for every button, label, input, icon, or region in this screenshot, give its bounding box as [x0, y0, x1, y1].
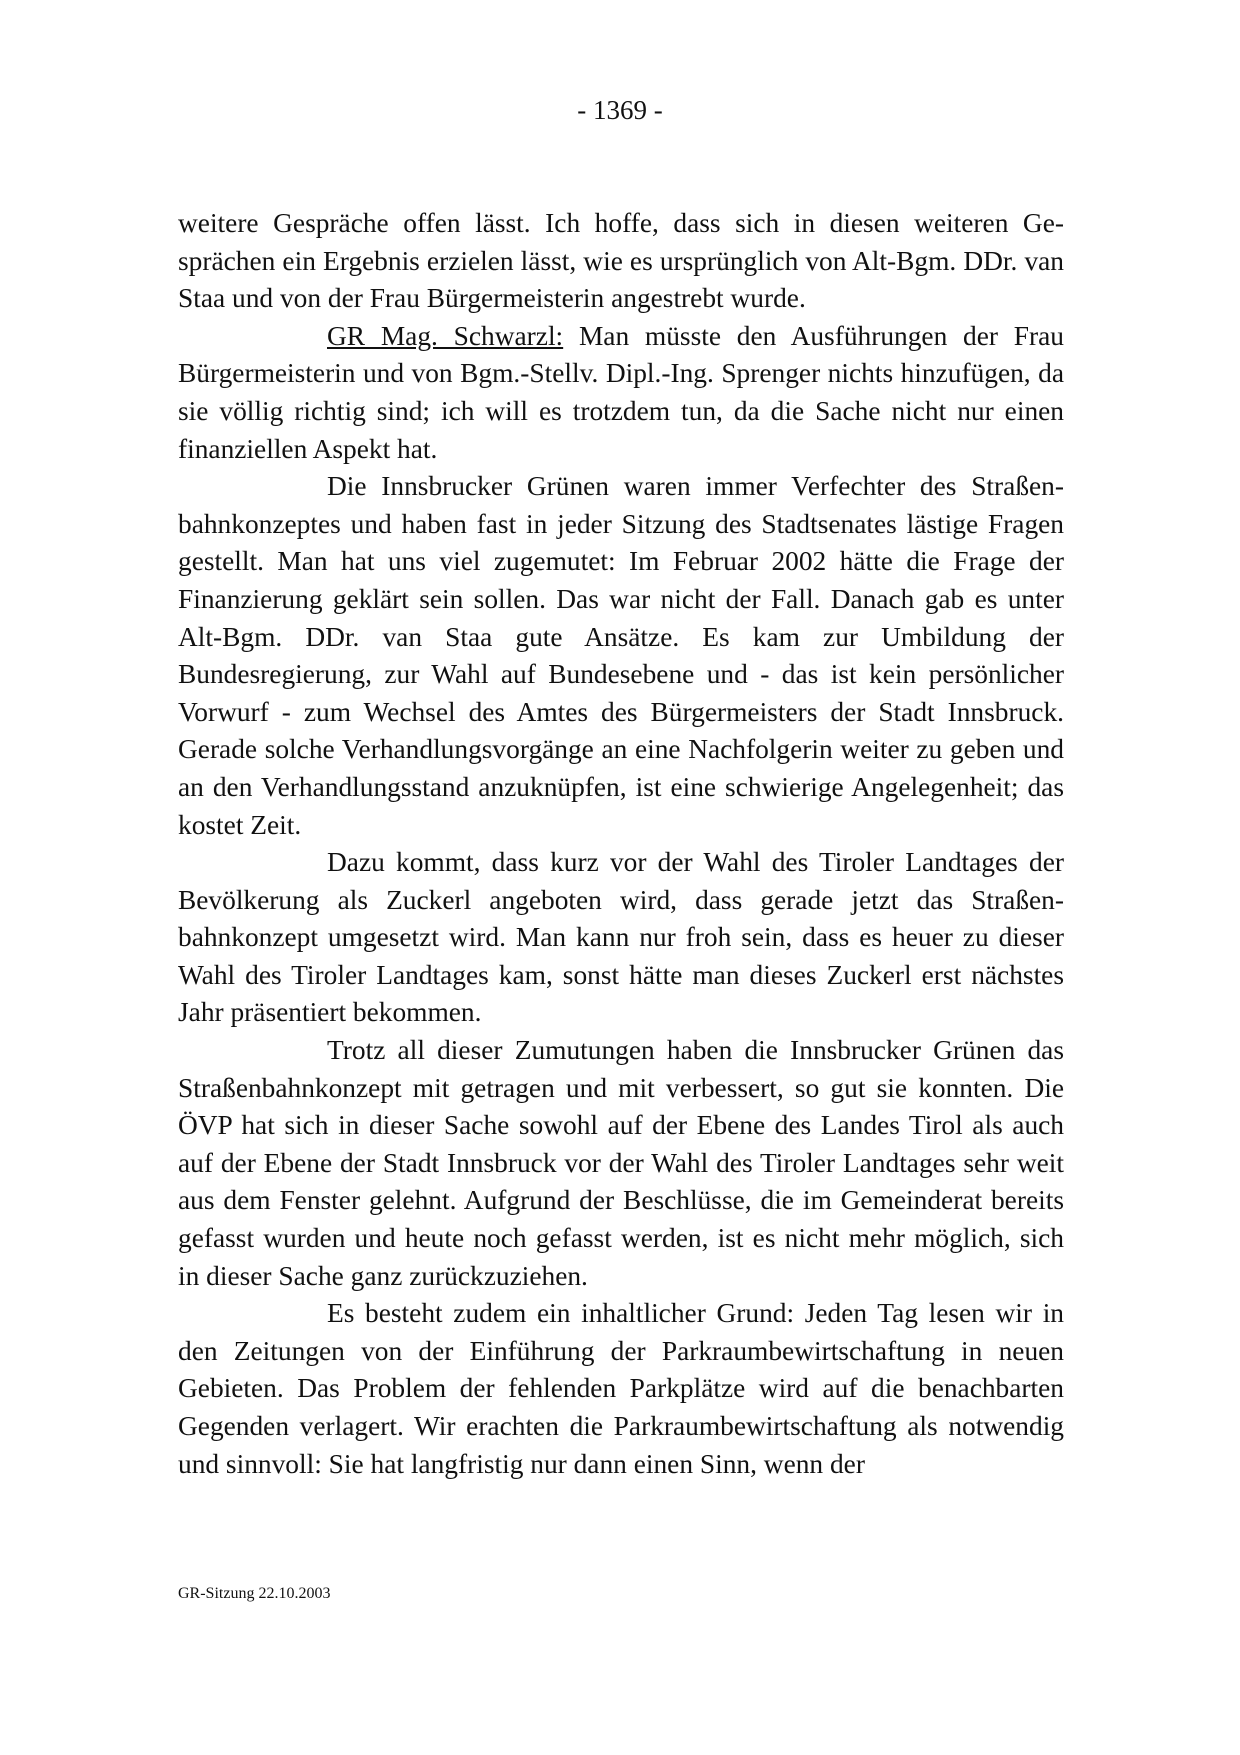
speaker-statement: Man müsste den Ausführungen der Frau Bürgermeisterin und von Bgm.-Stellv. Dipl.-Ing. Sprenger nichts hinzufügen, da sie völlig richtig sind; ich will es trotzdem tun, da die Sache nicht nur einen finanziellen Aspekt hat. — [178, 320, 1064, 464]
document-body — [178, 205, 1064, 1483]
paragraph-2 — [178, 318, 1064, 468]
paragraph-4: Dazu kommt, dass kurz vor der Wahl des Tiroler Landtages der Bevölkerung als Zuckerl angeboten wird, dass gerade jetzt das Straßenbahnkonzept umgesetzt wird. Man kann nur froh sein, dass es heuer zu dieser Wahl des Tiroler Landtages kam, sonst hätte man dieses Zuckerl erst nächstes Jahr präsentiert bekommen. — [178, 847, 1064, 1028]
speaker-name: GR Mag. Schwarzl: — [327, 320, 564, 351]
footer-session-label: GR-Sitzung 22.10.2003 — [178, 1585, 331, 1602]
paragraph-1: weitere Gespräche offen lässt. Ich hoffe, dass sich in diesen weiteren Gesprächen ein Ergebnis erzielen lässt, wie es ursprünglich von Alt-Bgm. DDr. van Staa und von der Frau Bürgermeisterin angestrebt wurde. — [178, 208, 1064, 314]
paragraph-5: Trotz all dieser Zumutungen haben die Innsbrucker Grünen das Straßenbahnkonzept mit getragen und mit verbessert, so gut sie konnten. Die ÖVP hat sich in dieser Sache sowohl auf der Ebene des Landes Tirol als auch auf der Ebene der Stadt Innsbruck vor der Wahl des Tiroler Landtages sehr weit aus dem Fenster gelehnt. Aufgrund der Beschlüsse, die im Gemeinderat bereits gefasst wurden und heute noch gefasst werden, ist es nicht mehr möglich, sich in dieser Sache ganz zurückzuziehen. — [178, 1035, 1064, 1291]
paragraph-6: Es besteht zudem ein inhaltlicher Grund: Jeden Tag lesen wir in den Zeitungen von der Einführung der Parkraumbewirtschaftung in neuen Gebieten. Das Problem der fehlenden Parkplätze wird auf die benachbarten Gegenden verlagert. Wir erachten die Parkraumbewirtschaftung als notwendig und sinnvoll: Sie hat langfristig nur dann einen Sinn, wenn der — [178, 1298, 1064, 1479]
paragraph-3: Die Innsbrucker Grünen waren immer Verfechter des Straßenbahnkonzeptes und haben fast in jeder Sitzung des Stadtsenates lästige Fragen gestellt. Man hat uns viel zugemutet: Im Februar 2002 hätte die Frage der Finanzierung geklärt sein sollen. Das war nicht der Fall. Danach gab es unter Alt-Bgm. DDr. van Staa gute Ansätze. Es kam zur Umbildung der Bundesregierung, zur Wahl auf Bundesebene und - das ist kein persönlicher Vorwurf - zum Wechsel des Amtes des Bürgermeisters der Stadt Innsbruck. Gerade solche Verhandlungsvorgänge an eine Nachfolgerin weiter zu geben und an den Verhandlungsstand anzuknüpfen, ist eine schwierige Angelegenheit; das kostet Zeit. — [178, 471, 1064, 840]
page-number: - 1369 - — [577, 95, 663, 125]
